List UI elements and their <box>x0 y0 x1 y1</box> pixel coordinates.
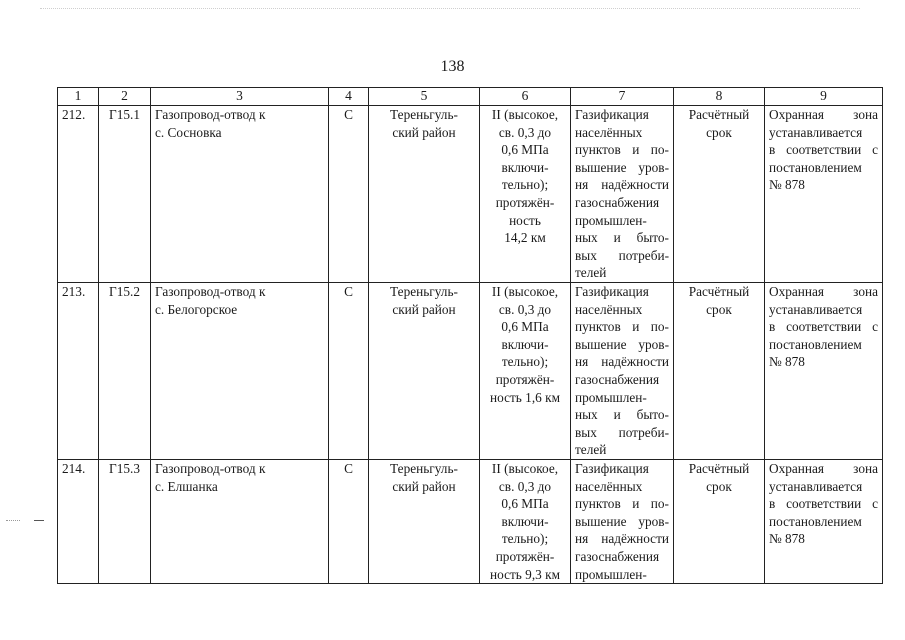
purpose-line <box>575 176 669 194</box>
word: населённых <box>575 478 643 494</box>
period-line: Расчётный <box>688 284 750 299</box>
zone-line <box>769 141 878 159</box>
word: зона <box>853 107 878 122</box>
scan-artifact-top <box>40 8 860 10</box>
cell-number: 213. <box>58 283 99 460</box>
parameter-line: 0,6 МПа <box>501 319 549 335</box>
word: Охранная <box>769 461 825 476</box>
word: надёжности <box>601 354 669 370</box>
word: Газификация <box>575 284 649 299</box>
word: пунктов <box>575 496 621 512</box>
cell-status: С <box>329 460 369 584</box>
word: населённых <box>575 124 643 140</box>
parameter-line: ность 9,3 км <box>489 566 561 582</box>
cell-purpose <box>571 460 674 584</box>
word: надёжности <box>601 531 669 547</box>
district-line: ский район <box>392 301 456 317</box>
word: постановлением <box>769 159 862 175</box>
word: постановлением <box>769 336 862 352</box>
cell-status: С <box>329 106 369 283</box>
word: и <box>613 230 621 246</box>
cell-code: Г15.1 <box>99 106 151 283</box>
parameter-line: включи- <box>501 159 549 175</box>
zone-line <box>769 336 878 354</box>
purpose-line <box>575 301 669 319</box>
word: ных <box>575 407 598 423</box>
purpose-line <box>575 495 669 513</box>
word: газоснабжения <box>575 194 660 210</box>
parameter-line: св. 0,3 до <box>498 301 552 317</box>
cell-parameters <box>480 283 571 460</box>
column-header: 8 <box>674 88 765 106</box>
purpose-line <box>575 566 669 584</box>
word: уров- <box>638 336 669 352</box>
parameter-line: ность <box>509 212 541 228</box>
word: уров- <box>638 159 669 175</box>
word: ня <box>575 177 589 193</box>
purpose-line <box>575 336 669 354</box>
word: телей <box>575 442 607 458</box>
cell-period <box>674 460 765 584</box>
parameter-line: протяжён- <box>495 194 555 210</box>
word: устанавливается <box>769 478 863 494</box>
cell-district <box>369 106 480 283</box>
parameter-line: II (высокое, <box>491 461 559 476</box>
scan-artifact-margin-mark <box>34 520 44 521</box>
period-line: Расчётный <box>688 107 750 122</box>
table-row <box>58 460 883 584</box>
parameter-line: св. 0,3 до <box>498 478 552 494</box>
cell-status: С <box>329 283 369 460</box>
purpose-line <box>575 159 669 177</box>
zone-line <box>769 353 878 371</box>
district-line: Тереньгуль- <box>390 284 458 299</box>
purpose-line <box>575 283 669 301</box>
word: Охранная <box>769 107 825 122</box>
zone-line <box>769 283 878 301</box>
zone-line <box>769 176 878 194</box>
purpose-line <box>575 194 669 212</box>
word: зона <box>853 284 878 299</box>
word: № 878 <box>769 531 805 547</box>
word: соответствии <box>786 142 862 158</box>
parameter-line: ность 1,6 км <box>489 389 561 405</box>
word: вышение <box>575 159 627 175</box>
district-line: ский район <box>392 124 456 140</box>
purpose-line <box>575 530 669 548</box>
word: Газификация <box>575 107 649 122</box>
cell-object-name <box>151 283 329 460</box>
parameter-line: тельно); <box>501 354 549 370</box>
word: по- <box>650 319 669 335</box>
cell-parameters <box>480 460 571 584</box>
cell-number: 212. <box>58 106 99 283</box>
cell-protection-zone <box>765 283 883 460</box>
zone-line <box>769 495 878 513</box>
zone-line <box>769 318 878 336</box>
word: в <box>769 319 776 335</box>
cell-number: 214. <box>58 460 99 584</box>
word: по- <box>650 142 669 158</box>
column-header: 4 <box>329 88 369 106</box>
word: в <box>769 142 776 158</box>
cell-object-name <box>151 106 329 283</box>
word: промышлен- <box>575 566 647 582</box>
column-header: 5 <box>369 88 480 106</box>
parameter-line: тельно); <box>501 531 549 547</box>
object-name-line: Газопровод-отвод к <box>155 461 266 476</box>
purpose-line <box>575 106 669 124</box>
purpose-line <box>575 513 669 531</box>
cell-period <box>674 283 765 460</box>
page-number: 138 <box>440 58 465 75</box>
word: зона <box>853 461 878 476</box>
word: газоснабжения <box>575 371 660 387</box>
period-line: срок <box>706 124 732 140</box>
purpose-line <box>575 478 669 496</box>
purpose-line <box>575 247 669 265</box>
parameter-line: 0,6 МПа <box>501 142 549 158</box>
word: вышение <box>575 513 627 529</box>
cell-protection-zone <box>765 460 883 584</box>
parameter-line: 0,6 МПа <box>501 496 549 512</box>
period-line: срок <box>706 478 732 494</box>
cell-object-name <box>151 460 329 584</box>
zone-line <box>769 513 878 531</box>
purpose-line <box>575 460 669 478</box>
word: газоснабжения <box>575 548 660 564</box>
word: ня <box>575 531 589 547</box>
object-name-line: Газопровод-отвод к <box>155 107 266 122</box>
word: и <box>632 142 640 158</box>
district-line: Тереньгуль- <box>390 461 458 476</box>
word: вых <box>575 247 597 263</box>
scan-artifact-margin-dots <box>6 520 20 522</box>
purpose-line <box>575 318 669 336</box>
district-line: ский район <box>392 478 456 494</box>
cell-protection-zone <box>765 106 883 283</box>
column-header: 7 <box>571 88 674 106</box>
registry-table <box>57 87 883 584</box>
zone-line <box>769 460 878 478</box>
parameter-line: св. 0,3 до <box>498 124 552 140</box>
word: быто- <box>636 407 669 423</box>
word: вышение <box>575 336 627 352</box>
column-header: 6 <box>480 88 571 106</box>
cell-code: Г15.2 <box>99 283 151 460</box>
column-header: 1 <box>58 88 99 106</box>
parameter-line: протяжён- <box>495 371 555 387</box>
purpose-line <box>575 548 669 566</box>
parameter-line: включи- <box>501 513 549 529</box>
table-row <box>58 283 883 460</box>
object-name-line: Газопровод-отвод к <box>155 284 266 299</box>
word: потреби- <box>618 424 669 440</box>
parameter-line: протяжён- <box>495 548 555 564</box>
column-header: 3 <box>151 88 329 106</box>
table-header-row <box>58 88 883 106</box>
cell-period <box>674 106 765 283</box>
cell-parameters <box>480 106 571 283</box>
zone-line <box>769 301 878 319</box>
word: Охранная <box>769 284 825 299</box>
word: с <box>872 496 878 512</box>
purpose-line <box>575 264 669 282</box>
cell-district <box>369 460 480 584</box>
purpose-line <box>575 371 669 389</box>
word: ных <box>575 230 598 246</box>
cell-code: Г15.3 <box>99 460 151 584</box>
cell-purpose <box>571 283 674 460</box>
object-name-line: с. Белогорское <box>155 301 238 317</box>
purpose-line <box>575 424 669 442</box>
word: и <box>632 319 640 335</box>
parameter-line: 14,2 км <box>504 230 546 246</box>
parameter-line: II (высокое, <box>491 284 559 299</box>
object-name-line: с. Сосновка <box>155 124 222 140</box>
column-header: 2 <box>99 88 151 106</box>
word: Газификация <box>575 461 649 476</box>
purpose-line <box>575 124 669 142</box>
parameter-line: включи- <box>501 336 549 352</box>
word: № 878 <box>769 354 805 370</box>
word: населённых <box>575 301 643 317</box>
word: постановлением <box>769 513 862 529</box>
word: уров- <box>638 513 669 529</box>
zone-line <box>769 124 878 142</box>
column-header: 9 <box>765 88 883 106</box>
table-row <box>58 106 883 283</box>
purpose-line <box>575 212 669 230</box>
word: быто- <box>636 230 669 246</box>
purpose-line <box>575 141 669 159</box>
period-line: Расчётный <box>688 461 750 476</box>
word: соответствии <box>786 319 862 335</box>
parameter-line: тельно); <box>501 177 549 193</box>
zone-line <box>769 530 878 548</box>
purpose-line <box>575 441 669 459</box>
district-line: Тереньгуль- <box>390 107 458 122</box>
period-line: срок <box>706 301 732 317</box>
cell-purpose <box>571 106 674 283</box>
zone-line <box>769 106 878 124</box>
purpose-line <box>575 406 669 424</box>
word: надёжности <box>601 177 669 193</box>
word: устанавливается <box>769 301 863 317</box>
purpose-line <box>575 229 669 247</box>
cell-district <box>369 283 480 460</box>
object-name-line: с. Елшанка <box>155 478 218 494</box>
word: вых <box>575 424 597 440</box>
word: и <box>632 496 640 512</box>
parameter-line: II (высокое, <box>491 107 559 122</box>
word: и <box>613 407 621 423</box>
word: соответствии <box>786 496 862 512</box>
word: потреби- <box>618 247 669 263</box>
word: с <box>872 142 878 158</box>
word: в <box>769 496 776 512</box>
word: пунктов <box>575 142 621 158</box>
purpose-line <box>575 389 669 407</box>
word: ня <box>575 354 589 370</box>
word: пунктов <box>575 319 621 335</box>
word: с <box>872 319 878 335</box>
zone-line <box>769 478 878 496</box>
word: по- <box>650 496 669 512</box>
purpose-line <box>575 353 669 371</box>
zone-line <box>769 159 878 177</box>
word: промышлен- <box>575 212 647 228</box>
word: телей <box>575 265 607 281</box>
word: промышлен- <box>575 389 647 405</box>
word: устанавливается <box>769 124 863 140</box>
word: № 878 <box>769 177 805 193</box>
